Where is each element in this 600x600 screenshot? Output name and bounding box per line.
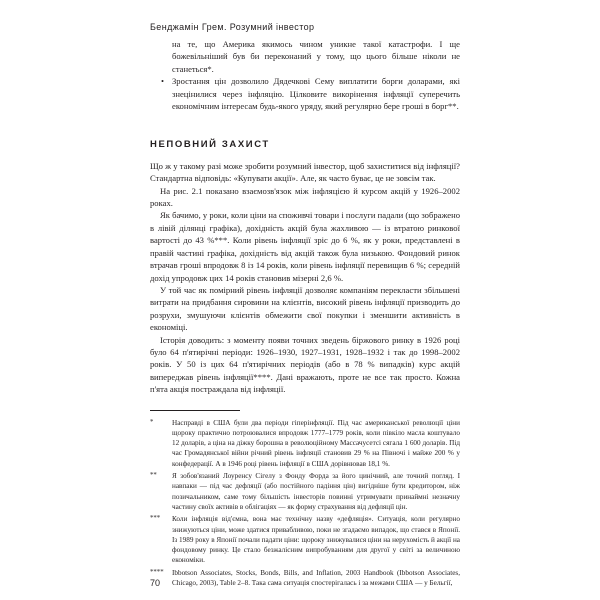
paragraph-3: Як бачимо, у роки, коли ціни на споживчі товари і послуги падали (що зображено в лівій ділянці графіка), дохідність акцій була жахливою — із втратою ринкової вартості до 43 %***. Коли рівень інфляції зріс до 6 %, як у роки, представлені в правій частині графіка, дохідність від акцій також була низькою. Фондовий ринок втрачав гроші впродовж 8 із 14 років, коли рівень інфляції перевищив 6 %; середній дохід упродовж цих 14 років становив мізерні 2,6 %. — [150, 210, 460, 283]
intro-continued-text: на те, що Америка якимось чином уникне такої катастрофи. І ще божевільніший був би переконаний у тому, що цього більше ніколи не станеться*. — [172, 39, 460, 74]
page-number: 70 — [150, 578, 161, 588]
footnote-1 — [150, 418, 460, 469]
footnote-marker: * — [150, 418, 154, 426]
footnote-2 — [150, 471, 460, 512]
running-head: Бенджамін Грем. Розумний інвестор — [150, 22, 315, 32]
bullet-marker: • — [161, 76, 165, 87]
bullet-text: Зростання цін дозволило Дядечкові Сему виплатити борги доларами, які знецінилися через інфляцію. Цілковите викорінення інфляції суперечить економічним інтересам будь-якого уряду, який регулярно бере гроші в борг**. — [172, 76, 460, 112]
footnote-text: Насправді в США були два періоди гіперінфляції. Під час американської революції ціни щороку практично потроювалися впродовж 1777–1779 років, коли півкіло масла коштувало 12 доларів, а ціна на діжку борошна в революційному Массачусетсі сягала 1 600 доларів. Під час Громадянської війни річний рівень інфляції становив 29 % на Півночі і майже 200 % у конфедерації. А в 1946 році рівень інфляції в США дорівнював 18,1 %. — [172, 418, 460, 468]
section-heading: НЕПОВНИЙ ЗАХИСТ — [150, 139, 270, 151]
footnotes — [150, 418, 460, 589]
paragraph-1: Що ж у такому разі може зробити розумний інвестор, щоб захиститися від інфляції? Стандартна відповідь: «Купувати акції». Але, як часто буває, це не зовсім так. — [150, 160, 460, 184]
footnote-separator — [150, 410, 240, 411]
paragraph-4: У той час як помірний рівень інфляції дозволяє компаніям перекласти збільшені витрати на придбання сировини на клієнтів, високий рівень інфляції призводить до розрухи, змушуючи клієнтів обмежити свої покупки і зменшити активність в економіці. — [150, 284, 460, 333]
paragraph-5: Історія доводить: з моменту появи точних зведень біржового ринку в 1926 році було 64 п'ятирічні періоди: 1926–1930, 1927–1931, 1928–1932 і так до 1998–2002 років. У 50 із цих 64 п'ятирічних періодів (або в 78 % випадків) курс акцій випереджав рівень інфляції****. Дані вражають, проте не все так просто. Кожна п'ята акція постраждала від інфляції. — [150, 334, 460, 395]
footnote-4 — [150, 568, 460, 589]
footnote-marker: **** — [150, 568, 164, 576]
footnote-text: Ibbotson Associates, Stocks, Bonds, Bills, and Inflation, 2003 Handbook (Ibbotson Associates, Chicago, 2003), Table 2–8. Така сама ситуація спостерігалась і за межами США — у Бельгії, — [172, 568, 460, 588]
footnote-marker: *** — [150, 515, 161, 523]
footnote-3 — [150, 514, 460, 565]
paragraph-2: На рис. 2.1 показано взаємозв'язок між інфляцією й курсом акцій у 1926–2002 роках. — [150, 185, 460, 209]
footnote-text: Я зобов'язаний Лоуренсу Сігелу з Фонду Форда за його цинічний, але точний погляд. І навпаки — під час дефляції (або постійного падіння цін) вигідніше бути кредитором, ніж позичальником, саме тому більшість інвесторів повинні утримувати принаймні незначну частину своїх активів в облігаціях — як форму страхування від дефляції цін. — [172, 472, 460, 511]
bullet-item — [150, 75, 460, 112]
page-body — [150, 38, 460, 590]
footnote-marker: ** — [150, 472, 157, 480]
footnote-text: Коли інфляція від'ємна, вона має технічну назву «дефляція». Ситуація, коли регулярно знижуються ціни, може здатися привабливою, поки не згадаємо випадок, що стався в Японії. Із 1989 року в Японії почали падати ціни: щороку знижувалися ціни на нерухомість й акції на фондовому ринку. Це стало безжалісним випробуванням для другої у світі за величиною економіки. — [172, 515, 460, 565]
